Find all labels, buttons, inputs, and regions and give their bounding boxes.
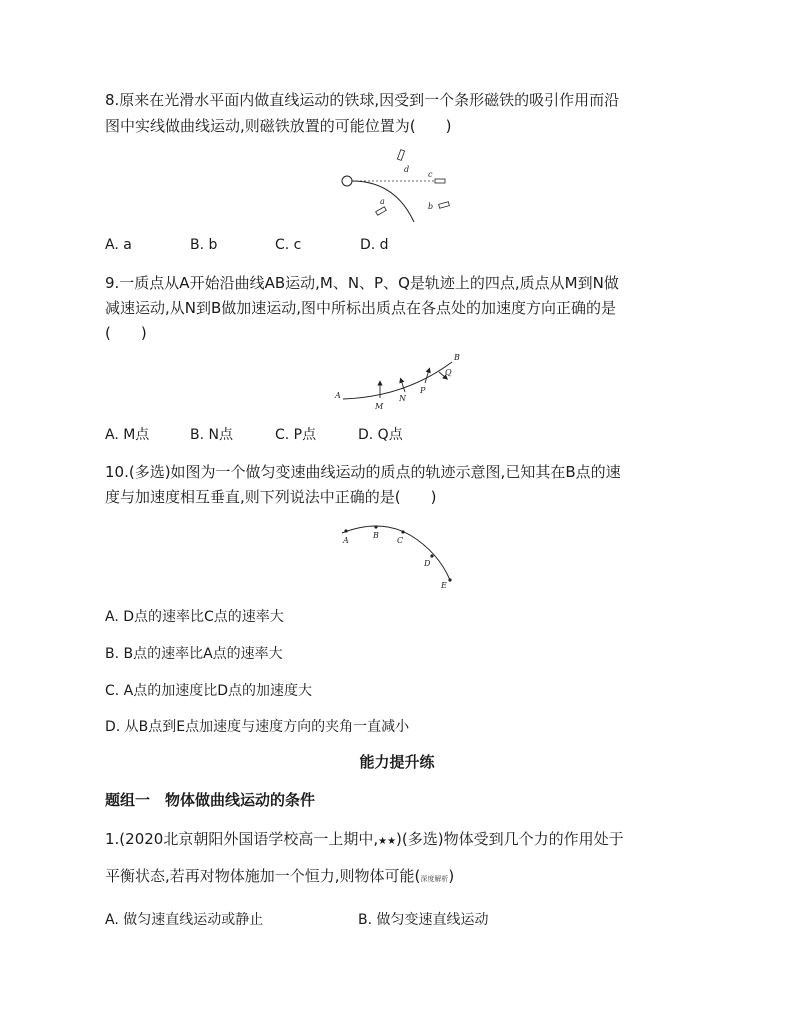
q9-label-b: B	[454, 353, 460, 362]
q9-label-q: Q	[445, 368, 452, 377]
q8-label-a: a	[380, 197, 385, 206]
q1-stem-line2	[105, 866, 454, 889]
difficulty-stars-icon: ★★	[378, 836, 397, 847]
q10-label-b: B	[373, 531, 379, 540]
q8-label-d: d	[404, 165, 410, 174]
q10-label-a: A	[343, 536, 349, 545]
q10-curve-path	[342, 526, 450, 580]
q10-point-b	[374, 525, 377, 528]
q8-label-c: c	[428, 170, 433, 179]
group-title: 题组一 物体做曲线运动的条件	[105, 791, 316, 809]
q10-label-e: E	[441, 581, 447, 590]
q1-stem-line2-end: )	[448, 867, 455, 885]
q10-point-d	[430, 554, 433, 557]
q9-stem-line1: 9.一质点从A开始沿曲线AB运动,M、N、P、Q是轨迹上的四点,质点从M到N做	[105, 274, 619, 292]
section-title: 能力提升练	[359, 753, 435, 771]
q1-option-b[interactable]: B. 做匀变速直线运动	[358, 912, 489, 928]
q8-option-b[interactable]: B. b	[190, 237, 218, 253]
q10-label-c: C	[397, 536, 404, 545]
q10-option-b[interactable]: B. B点的速率比A点的速率大	[105, 646, 283, 662]
q10-option-d[interactable]: D. 从B点到E点加速度与速度方向的夹角一直减小	[105, 719, 410, 735]
q9-label-m: M	[375, 402, 384, 411]
q1-option-a[interactable]: A. 做匀速直线运动或静止	[105, 912, 264, 928]
q8-option-d[interactable]: D. d	[360, 237, 389, 253]
q9-label-n: N	[399, 394, 406, 403]
q8-option-a[interactable]: A. a	[105, 237, 132, 253]
q1-stem-rest: )(多选)物体受到几个力的作用处于	[396, 830, 624, 848]
q1-source: 1.(2020北京朝阳外国语学校高一上期中,	[105, 830, 379, 848]
q10-point-a	[344, 529, 347, 532]
q10-label-d: D	[424, 559, 431, 568]
q9-label-a: A	[335, 391, 341, 400]
q8-stem-line2: 图中实线做曲线运动,则磁铁放置的可能位置为( )	[105, 117, 452, 135]
q8-label-b: b	[428, 202, 434, 211]
q10-stem-line1: 10.(多选)如图为一个做匀变速曲线运动的质点的轨迹示意图,已知其在B点的速	[105, 463, 621, 481]
q10-option-a[interactable]: A. D点的速率比C点的速率大	[105, 609, 284, 625]
q10-point-c	[401, 530, 404, 533]
q8-stem-line1: 8.原来在光滑水平面内做直线运动的铁球,因受到一个条形磁铁的吸引作用而沿	[105, 91, 620, 109]
q9-stem-line2: 减速运动,从N到B做加速运动,图中所标出质点在各点处的加速度方向正确的是	[105, 299, 617, 317]
q10-option-c[interactable]: C. A点的加速度比D点的加速度大	[105, 683, 313, 699]
q8-option-c[interactable]: C. c	[275, 237, 302, 253]
q1-stem-line1	[105, 829, 624, 852]
q9-option-a[interactable]: A. M点	[105, 427, 150, 443]
q9-option-b[interactable]: B. N点	[190, 427, 233, 443]
q9-label-p: P	[420, 386, 426, 395]
q9-option-c[interactable]: C. P点	[275, 427, 317, 443]
q10-stem-line2: 度与加速度相互垂直,则下列说法中正确的是( )	[105, 488, 437, 506]
deep-analysis-tag[interactable]: 深度解析	[420, 875, 449, 883]
q10-point-e	[448, 578, 451, 581]
q1-stem-line2-text: 平衡状态,若再对物体施加一个恒力,则物体可能(	[105, 867, 421, 885]
q9-stem-line3: ( )	[105, 324, 147, 342]
q9-option-d[interactable]: D. Q点	[358, 427, 403, 443]
